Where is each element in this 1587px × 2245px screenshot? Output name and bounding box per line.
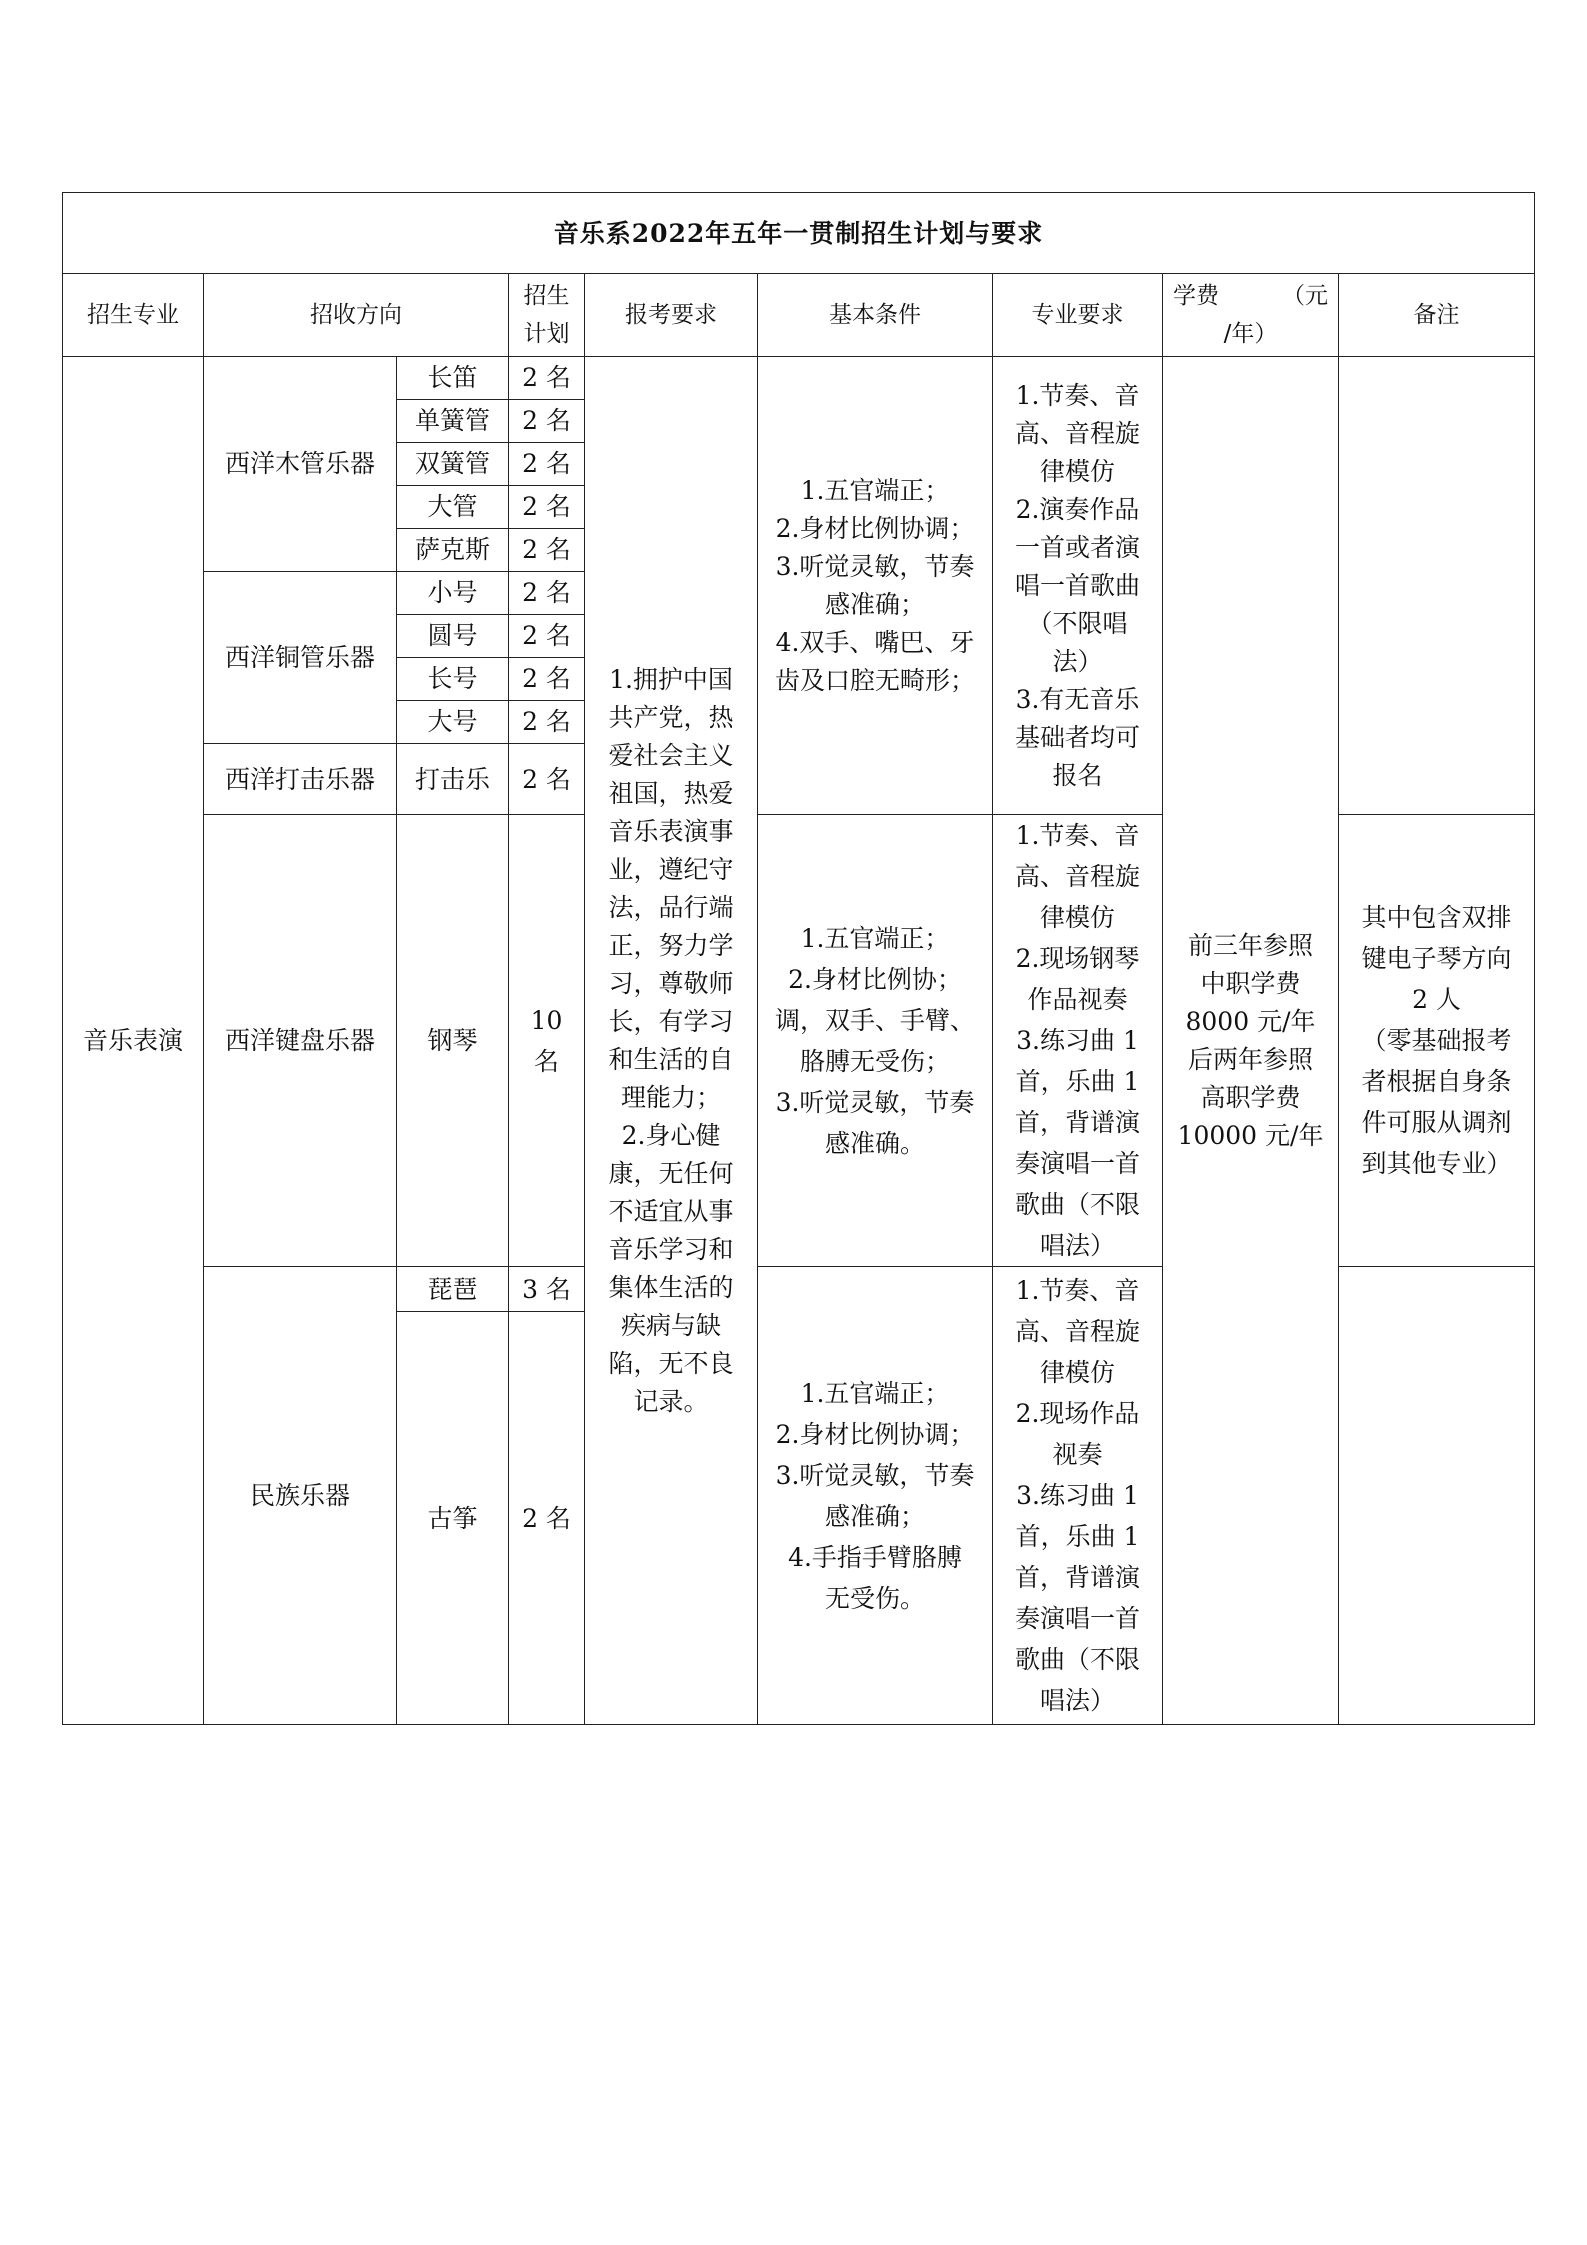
text-line: 法） [1052, 646, 1103, 676]
header-fee [1163, 274, 1339, 357]
text-line: 胳膊无受伤； [799, 1046, 950, 1076]
header-remark: 备注 [1339, 274, 1535, 357]
header-prof: 专业要求 [993, 274, 1163, 357]
text-line: 律模仿 [1039, 1358, 1115, 1387]
text-line: 3.练习曲 1 [1016, 1481, 1139, 1510]
text-line: 基础者均可 [1014, 722, 1140, 752]
text-line: 祖国，热爱 [608, 778, 734, 808]
text-line: 习，尊敬师 [608, 968, 734, 998]
basic-cell-1 [758, 357, 993, 815]
text-line: 1.节奏、音 [1015, 821, 1140, 850]
enrollment-plan-table [62, 192, 1535, 1725]
text-line: 理能力； [620, 1082, 721, 1112]
text-line: 高职学费 [1200, 1082, 1301, 1112]
text-line: 1.五官端正； [800, 1378, 950, 1408]
text-line: 3.有无音乐 [1015, 684, 1140, 714]
instrument-name: 长笛 [397, 357, 509, 400]
instrument-plan: 2 名 [509, 486, 585, 529]
header-fee-c: /年） [1223, 321, 1278, 347]
text-line: 1.五官端正； [800, 923, 950, 953]
text-line: 调，双手、手臂、 [774, 1005, 975, 1035]
group-percussion: 西洋打击乐器 [204, 744, 397, 815]
instrument-name: 打击乐 [397, 744, 509, 815]
text-line: 3.听觉灵敏，节奏 [775, 1460, 975, 1490]
instrument-name: 小号 [397, 572, 509, 615]
text-line: 2.身材比例协调； [775, 1419, 975, 1449]
instrument-name: 钢琴 [397, 815, 509, 1267]
prof-cell-3 [993, 1267, 1163, 1725]
header-row [63, 274, 1535, 357]
text-line: 音乐表演事 [608, 816, 734, 846]
text-line: 感准确； [824, 1501, 925, 1531]
major-cell: 音乐表演 [63, 357, 204, 1725]
text-line: 到其他专业） [1361, 1149, 1512, 1178]
header-fee-b: （元 [1282, 283, 1328, 309]
remark-cell-1 [1339, 357, 1535, 815]
instrument-plan: 2 名 [509, 572, 585, 615]
text-line: 律模仿 [1039, 456, 1115, 486]
table-row [63, 357, 1535, 400]
text-line: 一首或者演 [1014, 532, 1140, 562]
instrument-plan: 2 名 [509, 357, 585, 400]
text-line: 后两年参照 [1187, 1044, 1313, 1074]
text-line: 高、音程旋 [1014, 418, 1140, 448]
text-line: 共产党，热 [608, 702, 734, 732]
header-exam-req: 报考要求 [585, 274, 758, 357]
text-line: 10000 元/年 [1177, 1120, 1324, 1150]
text-line: 2.身材比例协调； [775, 513, 975, 543]
text-line: 感准确。 [824, 1128, 925, 1158]
text-line: 奏演唱一首 [1014, 1149, 1140, 1178]
instrument-name: 圆号 [397, 615, 509, 658]
text-line: 2.现场钢琴 [1015, 944, 1140, 973]
text-line: 2.演奏作品 [1015, 494, 1140, 524]
instrument-plan: 3 名 [509, 1267, 585, 1312]
instrument-name: 琵琶 [397, 1267, 509, 1312]
group-folk: 民族乐器 [204, 1267, 397, 1725]
text-line: 高、音程旋 [1014, 862, 1140, 891]
text-line: 康，无任何 [608, 1158, 734, 1188]
remark-cell-2 [1339, 815, 1535, 1267]
instrument-plan: 2 名 [509, 701, 585, 744]
text-line: 中职学费 [1200, 968, 1301, 998]
text-line: 唱一首歌曲 [1014, 570, 1140, 600]
basic-cell-2 [758, 815, 993, 1267]
header-plan-line2: 计划 [523, 321, 570, 347]
instrument-plan: 2 名 [509, 615, 585, 658]
text-line: （不限唱 [1027, 608, 1128, 638]
instrument-name: 大管 [397, 486, 509, 529]
group-woodwind: 西洋木管乐器 [204, 357, 397, 572]
text-line: 前三年参照 [1187, 930, 1313, 960]
text-line: 3.练习曲 1 [1016, 1026, 1139, 1055]
exam-req-cell [585, 357, 758, 1725]
instrument-plan [509, 815, 585, 1267]
text-line: 2.身材比例协； [788, 964, 962, 994]
instrument-name: 萨克斯 [397, 529, 509, 572]
header-plan-line1: 招生 [523, 283, 570, 309]
instrument-plan-line2: 名 [533, 1046, 559, 1076]
text-line: 2.身心健 [621, 1120, 721, 1150]
text-line: 3.听觉灵敏，节奏 [775, 1087, 975, 1117]
instrument-name: 单簧管 [397, 400, 509, 443]
basic-cell-3 [758, 1267, 993, 1725]
text-line: 疾病与缺 [620, 1310, 721, 1340]
instrument-name: 双簧管 [397, 443, 509, 486]
instrument-plan-line1: 10 [530, 1005, 563, 1035]
text-line: 首，背谱演 [1014, 1108, 1140, 1137]
remark-cell-3 [1339, 1267, 1535, 1725]
text-line: 法，品行端 [608, 892, 734, 922]
text-line: 歌曲（不限 [1014, 1190, 1140, 1219]
text-line: （零基础报考 [1361, 1026, 1512, 1055]
text-line: 歌曲（不限 [1014, 1645, 1140, 1674]
text-line: 感准确； [824, 589, 925, 619]
text-line: 1.节奏、音 [1015, 380, 1140, 410]
text-line: 记录。 [633, 1386, 709, 1416]
text-line: 和生活的自 [608, 1044, 734, 1074]
prof-cell-2 [993, 815, 1163, 1267]
text-line: 首，乐曲 1 [1015, 1067, 1140, 1096]
text-line: 无受伤。 [824, 1583, 925, 1613]
instrument-plan: 2 名 [509, 744, 585, 815]
text-line: 作品视奏 [1027, 985, 1128, 1014]
text-line: 业，遵纪守 [608, 854, 734, 884]
instrument-plan: 2 名 [509, 443, 585, 486]
group-keyboard: 西洋键盘乐器 [204, 815, 397, 1267]
instrument-plan: 2 名 [509, 658, 585, 701]
header-plan [509, 274, 585, 357]
table-title: 音乐系2022年五年一贯制招生计划与要求 [63, 193, 1535, 274]
text-line: 正，努力学 [608, 930, 734, 960]
text-line: 报名 [1052, 760, 1103, 790]
text-line: 2 人 [1412, 985, 1461, 1014]
text-line: 键电子琴方向 [1361, 944, 1512, 973]
header-fee-a: 学费 [1173, 283, 1219, 309]
instrument-plan: 2 名 [509, 400, 585, 443]
fee-cell [1163, 357, 1339, 1725]
prof-cell-1 [993, 357, 1163, 815]
text-line: 爱社会主义 [608, 740, 734, 770]
header-direction: 招收方向 [204, 274, 509, 357]
text-line: 唱法） [1039, 1231, 1115, 1260]
text-line: 视奏 [1052, 1440, 1103, 1469]
text-line: 高、音程旋 [1014, 1317, 1140, 1346]
text-line: 3.听觉灵敏，节奏 [775, 551, 975, 581]
text-line: 其中包含双排 [1361, 903, 1512, 932]
header-basic: 基本条件 [758, 274, 993, 357]
text-line: 件可服从调剂 [1361, 1108, 1512, 1137]
text-line: 律模仿 [1039, 903, 1115, 932]
text-line: 陷，无不良 [608, 1348, 734, 1378]
text-line: 首，乐曲 1 [1015, 1522, 1140, 1551]
text-line: 4.双手、嘴巴、牙 [775, 627, 975, 657]
header-major: 招生专业 [63, 274, 204, 357]
text-line: 者根据自身条 [1361, 1067, 1512, 1096]
text-line: 齿及口腔无畸形； [774, 665, 975, 695]
instrument-name: 长号 [397, 658, 509, 701]
text-line: 1.五官端正； [800, 475, 950, 505]
text-line: 4.手指手臂胳膊 [788, 1542, 962, 1572]
text-line: 1.节奏、音 [1015, 1276, 1140, 1305]
text-line: 集体生活的 [608, 1272, 734, 1302]
text-line: 长，有学习 [608, 1006, 734, 1036]
text-line: 1.拥护中国 [609, 664, 733, 694]
group-brass: 西洋铜管乐器 [204, 572, 397, 744]
text-line: 音乐学习和 [608, 1234, 734, 1264]
instrument-plan: 2 名 [509, 1312, 585, 1725]
text-line: 2.现场作品 [1015, 1399, 1140, 1428]
text-line: 8000 元/年 [1185, 1006, 1316, 1036]
instrument-name: 大号 [397, 701, 509, 744]
instrument-plan: 2 名 [509, 529, 585, 572]
text-line: 唱法） [1039, 1686, 1115, 1715]
text-line: 首，背谱演 [1014, 1563, 1140, 1592]
text-line: 不适宜从事 [608, 1196, 734, 1226]
instrument-name: 古筝 [397, 1312, 509, 1725]
text-line: 奏演唱一首 [1014, 1604, 1140, 1633]
